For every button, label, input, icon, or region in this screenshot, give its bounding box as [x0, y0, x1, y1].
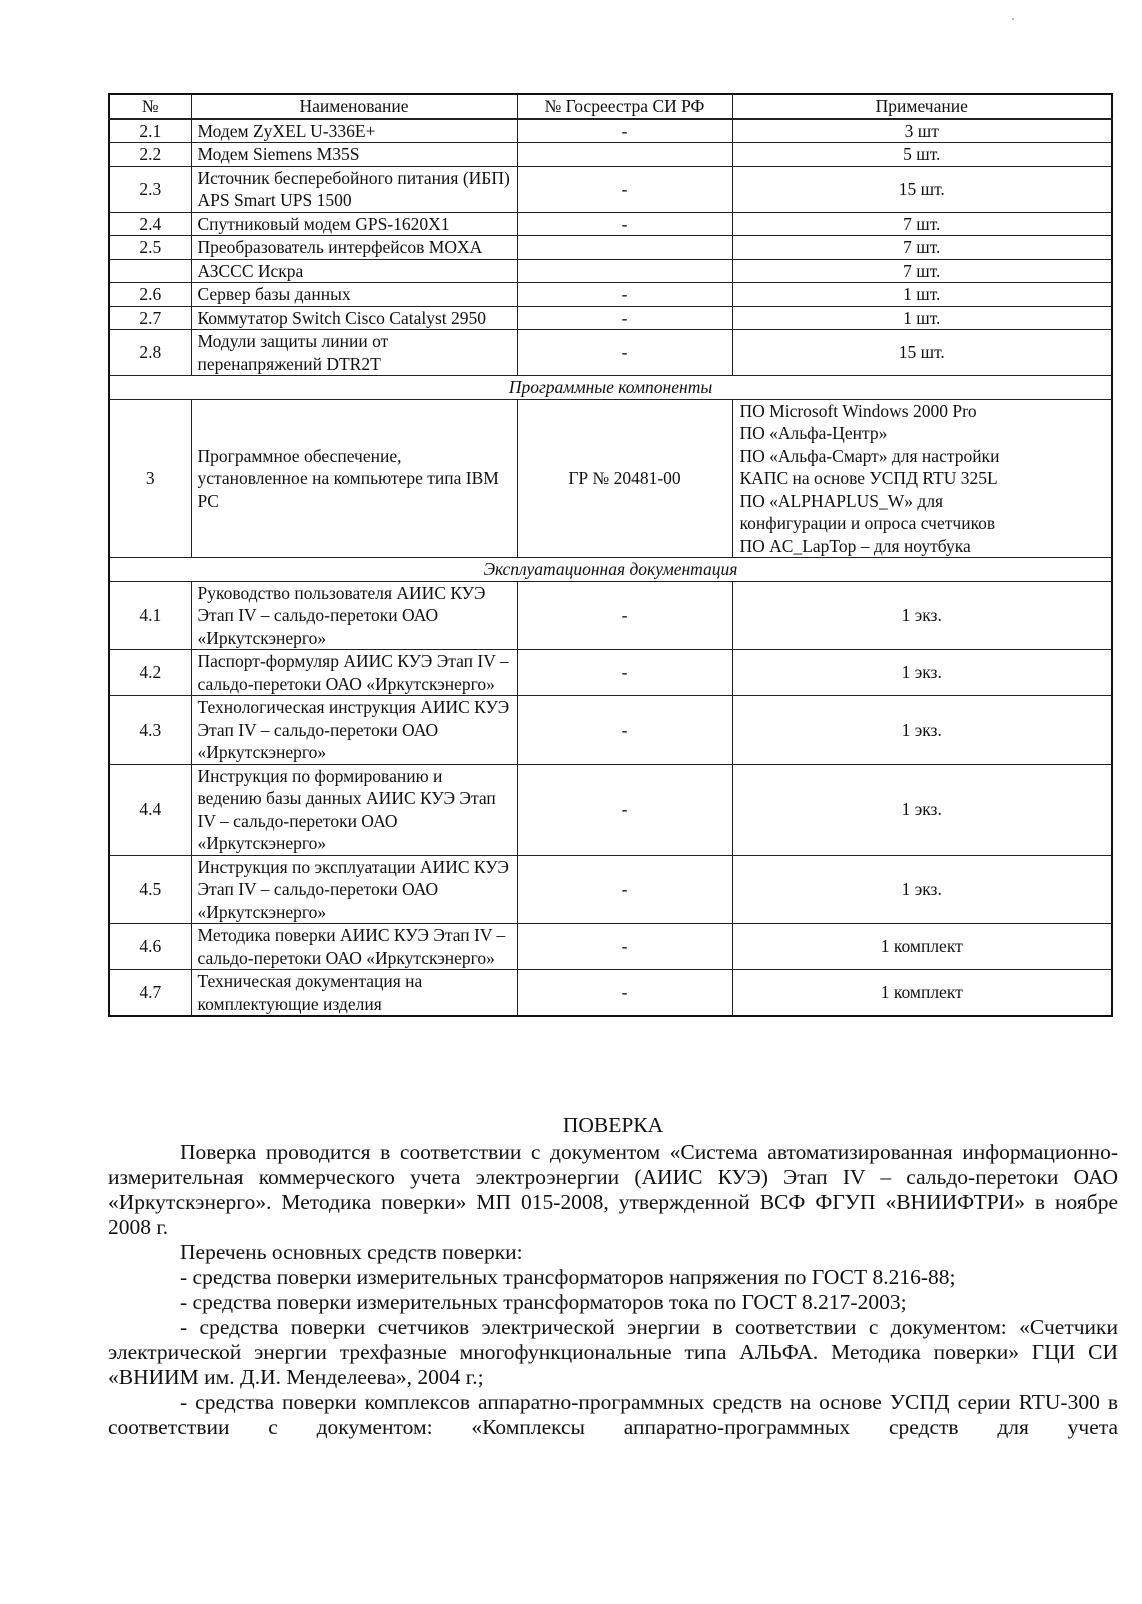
- section-row-docs: [109, 558, 1112, 582]
- note-line: конфигурации и опроса счетчиков: [739, 513, 996, 533]
- note-line: ПО «ALPHAPLUS_W» для: [739, 490, 944, 511]
- row-num: 3: [109, 399, 191, 558]
- row-note: 1 экз.: [732, 855, 1112, 924]
- row-name: Модули защиты линии от перенапряжений DTR2T: [191, 330, 517, 376]
- row-registry: -: [517, 166, 732, 212]
- table-row: [109, 330, 1112, 376]
- table-header-row: [109, 94, 1112, 119]
- section-heading-verification: ПОВЕРКА: [562, 1113, 664, 1137]
- row-note: 1 экз.: [732, 696, 1112, 765]
- row-num: 4.5: [109, 855, 191, 924]
- row-num: 4.6: [109, 924, 191, 970]
- row-name: Программное обеспечение, установленное на компьютере типа IBM PC: [191, 399, 517, 558]
- row-num: 4.7: [109, 970, 191, 1017]
- note-line: КАПС на основе УСПД RTU 325L: [739, 468, 998, 488]
- row-name: Техническая документация на комплектующие изделия: [191, 970, 517, 1017]
- verification-intro: Поверка проводится в соответствии с документом «Система автоматизированная информационно-измерительная коммерческого учета электроэнергии (АИИС КУЭ) Этап IV – сальдо-перетоки ОАО «Иркутскэнерго». Методика поверки» МП 015-2008, утвержденной ВСФ ФГУП «ВНИИФТРИ» в ноябре 2008 г.: [108, 1140, 1118, 1239]
- table-row: [109, 696, 1112, 765]
- table-row: [109, 855, 1112, 924]
- row-name: Паспорт-формуляр АИИС КУЭ Этап IV – сальдо-перетоки ОАО «Иркутскэнерго»: [191, 650, 517, 696]
- row-note-list: [732, 399, 1112, 558]
- row-num: 4.3: [109, 696, 191, 765]
- row-name: Технологическая инструкция АИИС КУЭ Этап IV – сальдо-перетоки ОАО «Иркутскэнерго»: [191, 696, 517, 765]
- row-note: 15 шт.: [732, 166, 1112, 212]
- row-registry: -: [517, 696, 732, 765]
- row-registry: [517, 143, 732, 167]
- row-note: 1 экз.: [732, 581, 1112, 650]
- row-registry: -: [517, 119, 732, 143]
- row-name: Сервер базы данных: [191, 283, 517, 307]
- list-title: Перечень основных средств поверки:: [180, 1240, 523, 1264]
- row-note: 7 шт.: [732, 212, 1112, 236]
- row-registry: -: [517, 212, 732, 236]
- table-row: [109, 119, 1112, 143]
- row-num: [109, 259, 191, 283]
- scan-speck: [1012, 18, 1014, 20]
- row-registry: -: [517, 924, 732, 970]
- note-line: ПО Microsoft Windows 2000 Pro: [739, 400, 977, 421]
- row-name: Модем Siemens M35S: [191, 143, 517, 167]
- table-row: [109, 650, 1112, 696]
- table-row: [109, 283, 1112, 307]
- row-registry: [517, 236, 732, 260]
- note-line: ПО «Альфа-Центр»: [739, 423, 888, 443]
- row-name: Модем ZyXEL U-336E+: [191, 119, 517, 143]
- row-name: Преобразователь интерфейсов MOXA: [191, 236, 517, 260]
- row-registry: [517, 259, 732, 283]
- row-num: 4.1: [109, 581, 191, 650]
- table-row: [109, 764, 1112, 855]
- row-note: 7 шт.: [732, 259, 1112, 283]
- row-name: Инструкция по эксплуатации АИИС КУЭ Этап IV – сальдо-перетоки ОАО «Иркутскэнерго»: [191, 855, 517, 924]
- row-registry: -: [517, 764, 732, 855]
- table-row: [109, 143, 1112, 167]
- verification-body: [108, 1140, 1118, 1440]
- row-note: 1 комплект: [732, 970, 1112, 1017]
- row-name: Методика поверки АИИС КУЭ Этап IV – сальдо-перетоки ОАО «Иркутскэнерго»: [191, 924, 517, 970]
- table-row: [109, 236, 1112, 260]
- list-item: - средства поверки измерительных трансформаторов напряжения по ГОСТ 8.216-88;: [180, 1265, 956, 1289]
- row-note: 3 шт: [732, 119, 1112, 143]
- row-name: Источник бесперебойного питания (ИБП) APS Smart UPS 1500: [191, 166, 517, 212]
- table-row: [109, 399, 1112, 558]
- list-item: - средства поверки измерительных трансформаторов тока по ГОСТ 8.217-2003;: [180, 1290, 907, 1314]
- row-note: 15 шт.: [732, 330, 1112, 376]
- row-note: 1 экз.: [732, 764, 1112, 855]
- section-row-software: [109, 376, 1112, 400]
- row-registry: ГР № 20481-00: [517, 399, 732, 558]
- row-registry: -: [517, 581, 732, 650]
- row-registry: -: [517, 283, 732, 307]
- table-row: [109, 306, 1112, 330]
- note-line: ПО «Альфа-Смарт» для настройки: [739, 445, 1000, 466]
- row-num: 2.8: [109, 330, 191, 376]
- header-note: Примечание: [732, 94, 1112, 119]
- row-registry: -: [517, 650, 732, 696]
- section-title: Программные компоненты: [109, 376, 1112, 400]
- row-num: 2.2: [109, 143, 191, 167]
- list-item: - средства поверки комплексов аппаратно-программных средств на основе УСПД серии RTU-300 в соответствии с документом: «Комплексы аппаратно-программных средств для учета: [108, 1390, 1118, 1439]
- row-num: 4.2: [109, 650, 191, 696]
- header-num: №: [109, 94, 191, 119]
- row-name: Руководство пользователя АИИС КУЭ Этап IV – сальдо-перетоки ОАО «Иркутскэнерго»: [191, 581, 517, 650]
- row-note: 1 шт.: [732, 283, 1112, 307]
- row-name: Спутниковый модем GPS-1620X1: [191, 212, 517, 236]
- row-name: АЗССС Искра: [191, 259, 517, 283]
- row-num: 2.4: [109, 212, 191, 236]
- row-num: 2.6: [109, 283, 191, 307]
- row-note: 5 шт.: [732, 143, 1112, 167]
- row-registry: -: [517, 306, 732, 330]
- row-num: 2.3: [109, 166, 191, 212]
- section-title: Эксплуатационная документация: [109, 558, 1112, 582]
- table-row: [109, 581, 1112, 650]
- row-note: 1 шт.: [732, 306, 1112, 330]
- row-note: 1 комплект: [732, 924, 1112, 970]
- row-num: 2.7: [109, 306, 191, 330]
- equipment-table: [108, 93, 1113, 1017]
- row-name: Инструкция по формированию и ведению базы данных АИИС КУЭ Этап IV – сальдо-перетоки ОАО «Иркутскэнерго»: [191, 764, 517, 855]
- row-registry: -: [517, 855, 732, 924]
- table-row: [109, 212, 1112, 236]
- row-num: 2.5: [109, 236, 191, 260]
- table-row: [109, 924, 1112, 970]
- table-row: [109, 166, 1112, 212]
- note-line: ПО AC_LapTop – для ноутбука: [739, 535, 971, 556]
- row-registry: -: [517, 330, 732, 376]
- row-registry: -: [517, 970, 732, 1017]
- row-num: 4.4: [109, 764, 191, 855]
- list-item: - средства поверки счетчиков электрической энергии в соответствии с документом: «Счетчики электрической энергии трехфазные многофункциональные типа АЛЬФА. Методика поверки» ГЦИ СИ «ВНИИМ им. Д.И. Менделеева», 2004 г.;: [108, 1315, 1118, 1389]
- header-registry: № Госреестра СИ РФ: [517, 94, 732, 119]
- header-name: Наименование: [191, 94, 517, 119]
- table-row: [109, 259, 1112, 283]
- row-num: 2.1: [109, 119, 191, 143]
- row-name: Коммутатор Switch Cisco Catalyst 2950: [191, 306, 517, 330]
- table-row: [109, 970, 1112, 1017]
- row-note: 1 экз.: [732, 650, 1112, 696]
- row-note: 7 шт.: [732, 236, 1112, 260]
